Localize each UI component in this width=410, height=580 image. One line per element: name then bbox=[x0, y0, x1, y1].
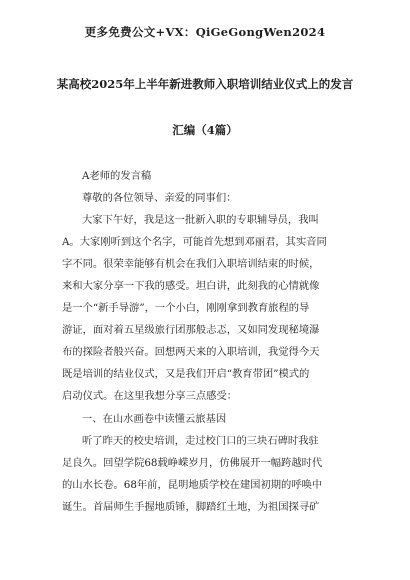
paragraph-line: 大家下午好，我是这一批新入职的专职辅导员，我叫 bbox=[82, 214, 319, 226]
paragraph-line: 的山水长卷。68年前，昆明地质学校在建国初期的呼唤中 bbox=[62, 479, 323, 491]
paragraph-line: 游证，面对着五星级旅行团那般忐忑，又如同发现秘境瀑 bbox=[62, 324, 320, 336]
paragraph-2 bbox=[62, 430, 362, 518]
paragraph-line: 听了昨天的校史培训，走过校门口的三块石碑时我驻 bbox=[82, 435, 319, 447]
document-body bbox=[62, 165, 362, 518]
paragraph-line: 字不同。很荣幸能够有机会在我们入职培训结束的时候， bbox=[62, 258, 320, 270]
paragraph-1 bbox=[62, 209, 362, 407]
paragraph-line: 布的探险者般兴奋。回想两天来的入职培训，我觉得今天 bbox=[62, 346, 320, 358]
document-subtitle: 汇编（4篇） bbox=[172, 123, 238, 137]
paragraph-line: 启动仪式。在这里我想分享三点感受： bbox=[62, 390, 238, 402]
page-header: 更多免费公文+VX：QiGeGongWen2024 bbox=[84, 25, 326, 39]
paragraph-line: 诞生。首届师生手握地质锤，脚踏红土地，为祖国探寻矿 bbox=[62, 501, 320, 513]
paragraph-line: 足良久。回望学院68载峥嵘岁月，仿佛展开一幅跨越时代 bbox=[62, 457, 323, 469]
paragraph-line: A。大家刚听到这个名字，可能首先想到邓丽君，其实音同 bbox=[62, 236, 327, 248]
section-heading: 一、在山水画卷中读懂云旅基因 bbox=[82, 413, 227, 425]
speaker-heading: A老师的发言稿 bbox=[82, 170, 152, 182]
paragraph-line: 既是培训的结业仪式，又是我们开启“教育带团”模式的 bbox=[62, 368, 310, 380]
paragraph-line: 来和大家分享一下我的感受。坦白讲，此刻我的心情就像 bbox=[62, 280, 320, 292]
paragraph-line: 是一个“新手导游”，一个小白，刚刚拿到教育旅程的导 bbox=[62, 302, 310, 314]
document-title: 某高校2025年上半年新进教师入职培训结业仪式上的发言 bbox=[56, 77, 354, 91]
salutation: 尊敬的各位领导、亲爱的同事们： bbox=[82, 192, 237, 204]
